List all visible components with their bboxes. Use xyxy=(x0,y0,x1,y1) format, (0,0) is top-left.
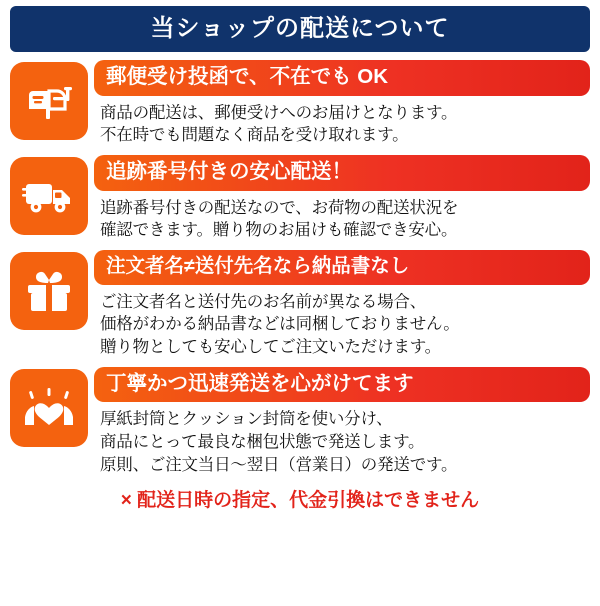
section-line: 確認できます。贈り物のお届けも確認でき安心。 xyxy=(100,221,458,240)
section-text xyxy=(94,96,590,148)
section-title: 注文者名≠送付先名なら納品書なし xyxy=(94,250,590,284)
mailbox-icon xyxy=(10,62,88,140)
section-line: 追跡番号付きの配送なので、お荷物の配送状況を xyxy=(100,198,459,217)
section-line: 不在時でも問題なく商品を受け取れます。 xyxy=(100,126,409,145)
section-text xyxy=(94,402,590,476)
page-header xyxy=(10,6,590,52)
section-title: 丁寧かつ迅速発送を心がけてます xyxy=(94,367,590,403)
heart-in-hands-icon xyxy=(10,369,88,447)
section-line: 価格がわかる納品書などは同梱しておりません。 xyxy=(100,315,460,334)
section-mailbox xyxy=(10,60,590,147)
section-body xyxy=(94,367,590,477)
gift-box-icon xyxy=(10,252,88,330)
section-no-invoice xyxy=(10,250,590,359)
section-title: 郵便受け投函で、不在でも OK xyxy=(94,60,590,96)
section-line: 商品の配送は、郵便受けへのお届けとなります。 xyxy=(100,103,458,122)
shipping-info-page xyxy=(0,6,600,606)
section-body xyxy=(94,60,590,147)
section-careful-shipping xyxy=(10,367,590,477)
section-body xyxy=(94,250,590,359)
section-line: 商品にとって最良な梱包状態で発送します。 xyxy=(100,433,425,452)
section-line: ご注文者名と送付先のお名前が異なる場合、 xyxy=(100,292,427,311)
section-line: 贈り物としても安心してご注文いただけます。 xyxy=(100,338,441,357)
page-title: 当ショップの配送について xyxy=(150,15,450,42)
section-list xyxy=(10,52,590,477)
section-line: 厚紙封筒とクッション封筒を使い分け、 xyxy=(100,410,393,429)
section-line: 原則、ご注文当日〜翌日（営業日）の発送です。 xyxy=(100,455,458,474)
section-title: 追跡番号付きの安心配送！ xyxy=(94,155,590,191)
section-body xyxy=(94,155,590,242)
delivery-truck-icon xyxy=(10,157,88,235)
section-tracking xyxy=(10,155,590,242)
section-text xyxy=(94,285,590,359)
section-text xyxy=(94,191,590,243)
footer-note: × 配送日時の指定、代金引換はできません xyxy=(120,489,480,511)
